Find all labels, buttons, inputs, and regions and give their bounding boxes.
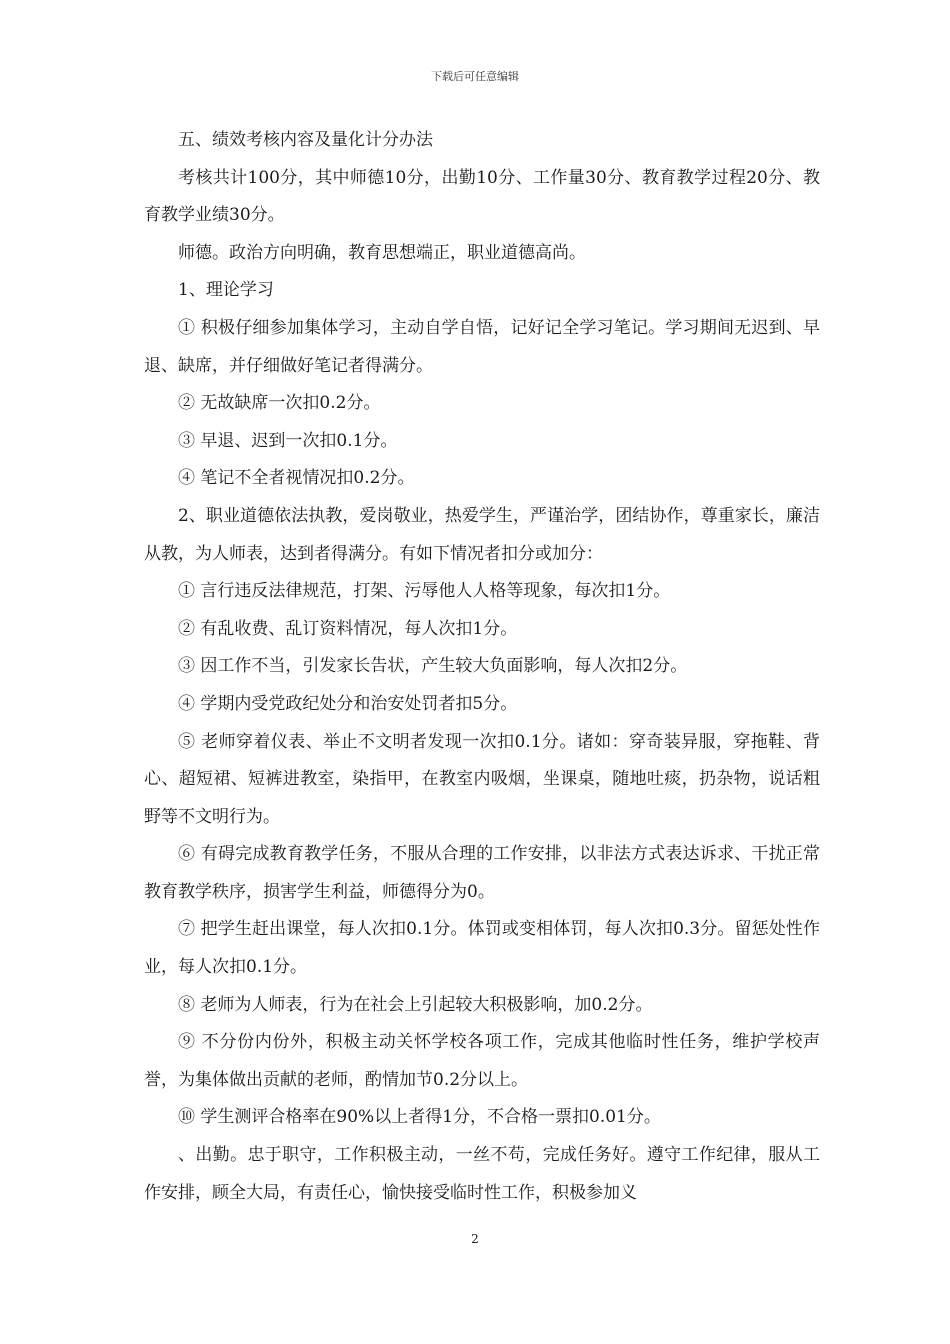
list-item: ② 有乱收费、乱订资料情况，每人次扣1分。 (178, 618, 518, 639)
list-item: ⑥ 有碍完成教育教学任务，不服从合理的工作安排，以非法方式表达诉求、干扰正常教育教学秩序，损害学生利益，师德得分为0。 (144, 844, 820, 902)
paragraph: 、出勤。忠于职守，工作积极主动，一丝不苟，完成任务好。遵守工作纪律，服从工作安排，顾全大局，有责任心，愉快接受临时性工作，积极参加义 (144, 1145, 820, 1203)
list-item: ① 言行违反法律规范，打架、污辱他人人格等现象，每次扣1分。 (178, 581, 671, 602)
list-item: ① 积极仔细参加集体学习，主动自学自悟，记好记全学习笔记。学习期间无迟到、早退、缺席，并仔细做好笔记者得满分。 (144, 317, 820, 376)
paragraph: 师德。政治方向明确，教育思想端正，职业道德高尚。 (178, 242, 586, 263)
subsection-heading: 1、理论学习 (178, 280, 274, 301)
paragraph: 考核共计100分，其中师德10分，出勤10分、工作量30分、教育教学过程20分、教育教学业绩30分。 (144, 167, 820, 226)
list-item: ⑨ 不分份内份外，积极主动关怀学校各项工作，完成其他临时性任务，维护学校声誉，为集体做出贡献的老师，酌情加节0.2分以上。 (144, 1032, 820, 1090)
list-item: ⑦ 把学生赶出课堂，每人次扣0.1分。体罚或变相体罚，每人次扣0.3分。留惩处性作业，每人次扣0.1分。 (144, 919, 820, 978)
list-item: ③ 因工作不当，引发家长告状，产生较大负面影响，每人次扣2分。 (178, 656, 688, 677)
document-body (144, 122, 820, 1212)
list-item: ② 无故缺席一次扣0.2分。 (178, 393, 381, 414)
list-item: ⑧ 老师为人师表，行为在社会上引起较大积极影响，加0.2分。 (178, 994, 653, 1015)
list-item: ③ 早退、迟到一次扣0.1分。 (178, 430, 398, 451)
list-item: ④ 学期内受党政纪处分和治安处罚者扣5分。 (178, 693, 518, 714)
page-header-note: 下载后可任意编辑 (431, 70, 519, 83)
list-item: ⑩ 学生测评合格率在90%以上者得1分，不合格一票扣0.01分。 (178, 1107, 661, 1128)
page-number: 2 (471, 1232, 479, 1246)
list-item: ④ 笔记不全者视情况扣0.2分。 (178, 468, 415, 489)
list-item: ⑤ 老师穿着仪表、举止不文明者发现一次扣0.1分。诸如：穿奇装异服，穿拖鞋、背心、超短裙、短裤进教室，染指甲，在教室内吸烟，坐课桌，随地吐痰，扔杂物，说话粗野等不文明行为。 (144, 731, 820, 827)
subsection-paragraph: 2、职业道德依法执教，爱岗敬业，热爱学生，严谨治学，团结协作，尊重家长，廉洁从教，为人师表，达到者得满分。有如下情况者扣分或加分： (144, 505, 820, 564)
section-heading: 五、绩效考核内容及量化计分办法 (178, 130, 433, 150)
